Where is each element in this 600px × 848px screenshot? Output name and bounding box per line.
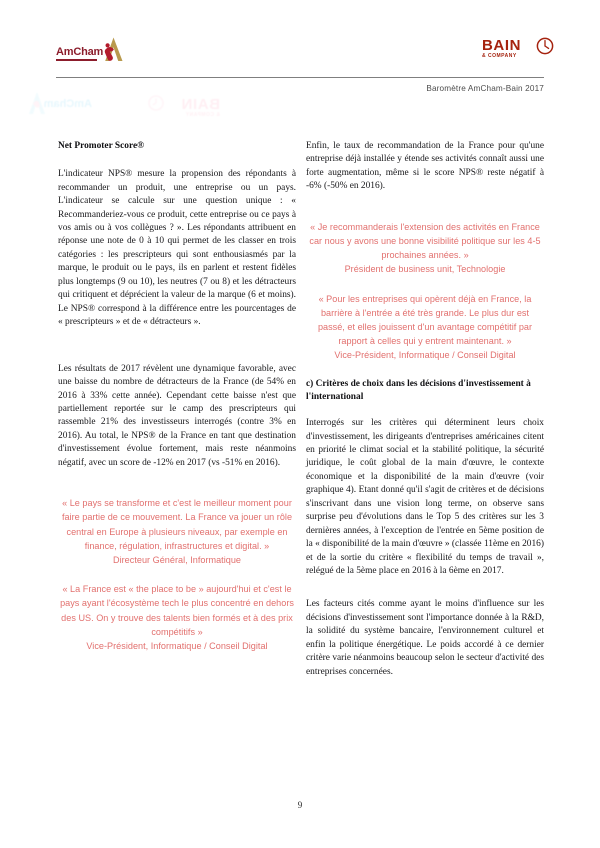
pullquote-right-2-text: « Pour les entreprises qui opèrent déjà en France, la barrière à l'entrée a été très grande. Le plus dur est passé, et elles jouissent d'un avantage compétitif par rapport à celles qui y entrent maintenant. » bbox=[317, 293, 533, 347]
quote-spacer bbox=[306, 277, 544, 292]
quote-spacer bbox=[58, 567, 296, 582]
amcham-logo bbox=[56, 36, 142, 68]
section-heading-criteres-de-choix: c) Critères de choix dans les décisions d'investissement à l'international bbox=[306, 378, 531, 402]
running-head: Baromètre AmCham-Bain 2017 bbox=[426, 84, 544, 93]
pullquote-left-1 bbox=[58, 496, 296, 567]
section-spacer bbox=[306, 363, 544, 378]
amcham-logo-underline bbox=[56, 59, 97, 61]
ghost-amcham-mark-icon bbox=[24, 90, 50, 116]
page-number: 9 bbox=[297, 800, 303, 810]
header-divider bbox=[56, 77, 544, 78]
pullquote-right-1 bbox=[306, 220, 544, 277]
ghost-bain-mark-icon bbox=[148, 95, 164, 111]
paragraph-nps-results-2017: Les résultats de 2017 révèlent une dynamique favorable, avec une baisse du nombre de détracteurs de la France (de 54% en 2016 à 33% cette année). Cependant cette baisse n'est que partiellement reportée sur le camp des prescripteurs qui rassemble 21% des investisseurs interrogés (contre 3% en 2016). Au total, le NPS® de la France en tant que destination d'investissement évolue fortement, mais reste néanmoins négatif, avec un score de -12% en 2017 (vs -51% en 2016). bbox=[58, 363, 296, 468]
pullquote-right-1-attribution: Président de business unit, Technologie bbox=[344, 264, 506, 275]
paragraph-nps-definition: L'indicateur NPS® mesure la propension des répondants à recommander un produit, une entreprise ou un pays. L'indicateur se calcule sur une question unique : « Recommanderiez-vous ce produit, cette entreprise ou ce pays à vos amis ou à vos collègues ? ». Les répondants attribuent en réponse une note de 0 à 10 qui permet de les classer en trois catégories : les prescripteurs qui sont enthousiasmés par la marque, le produit ou le pays, ils en parlent et restent fidèles plus longtemps (9 ou 10), les neutres (7 ou 8) et les détracteurs qui critiquent et déprécient la valeur de la marque (6 et moins). Le NPS® correspond à la différence entre les pourcentages de « prescripteurs » et de « détracteurs ». bbox=[58, 169, 296, 328]
paragraph-spacer bbox=[58, 341, 296, 363]
paragraph-investment-criteria: Interrogés sur les critères qui déterminent leurs choix d'investissement, les dirigeants d'entreprises américaines citent en priorité le climat social et la stabilité politique, la sécurité juridique, le coût global de la main d'œuvre, le contexte économique et la disponibilité de la main d'œuvre (voir graphique 4). Etant donné qu'il s'agit de critères et de décisions s'inscrivant dans une vision long terme, on observe sans surprise peu d'évolutions dans le Top 5 des critères sur les 3 dernières années, à l'exception de l'entrée en 5ème position de la « disponibilité de la main d'œuvre » (classée 11ème en 2016) et de la sortie du critère « flexibilité du temps de travail », relégué de la 5ème place en 2016 à la 6ème en 2017. bbox=[306, 418, 544, 577]
pullquote-left-2-text: « La France est « the place to be » aujourd'hui et c'est le pays ayant l'écosystème tech le plus concentré en dehors des US. On y trouve des talents bien formés et à des prix compétitifs » bbox=[60, 584, 294, 637]
paragraph-least-influential-factors: Les facteurs cités comme ayant le moins d'influence sur les décisions d'investissement sont l'importance donnée à la R&D, la solidité du système bancaire, l'environnement culturel et enfin la politique énergétique. Le poids accordé à ce dernier critère varie néanmoins beaucoup selon le secteur d'activité des entreprises concernées. bbox=[306, 599, 544, 677]
amcham-logo-text: AmCham bbox=[56, 46, 104, 58]
pullquote-right-1-text: « Je recommanderais l'extension des activités en France car nous y avons une bonne visibilité politique sur les 4-5 prochaines années. » bbox=[309, 221, 541, 261]
pullquote-left-1-text: « Le pays se transforme et c'est le meilleur moment pour faire partie de ce mouvement. La France va jouer un rôle central en Europe à plusieurs niveaux, par exemple en finance, régulation, infrastructures et digital. » bbox=[61, 498, 293, 551]
left-column bbox=[58, 140, 296, 653]
ghost-amcham-logo: AmCham bbox=[12, 90, 92, 126]
paragraph-recommendation-rate: Enfin, le taux de recommandation de la France pour qu'une entreprise déjà installée y étende ses activités connaît aussi une forte augmentation, même si le score NPS® reste négatif à -6% (-50% en 2016). bbox=[306, 141, 544, 192]
bain-logo-text: BAIN bbox=[482, 37, 522, 54]
subheading-net-promoter-score: Net Promoter Score® bbox=[58, 141, 145, 151]
paragraph-spacer bbox=[306, 589, 544, 598]
quote-spacer bbox=[58, 481, 296, 496]
bain-logo-subtext: & COMPANY bbox=[482, 53, 517, 59]
ghost-bain-logo: BAIN & COMPANY bbox=[130, 88, 220, 122]
pullquote-right-2-attribution: Vice-Président, Informatique / Conseil Digital bbox=[334, 350, 516, 361]
bain-company-logo bbox=[482, 38, 564, 64]
pullquote-left-2 bbox=[58, 582, 296, 653]
pullquote-left-2-attribution: Vice-Président, Informatique / Conseil Digital bbox=[86, 641, 268, 652]
bain-clock-circle-icon bbox=[536, 37, 554, 55]
pullquote-right-2 bbox=[306, 292, 544, 363]
pullquote-left-1-attribution: Directeur Général, Informatique bbox=[113, 555, 241, 566]
amcham-a-runner-icon bbox=[98, 36, 128, 66]
quote-spacer bbox=[306, 205, 544, 220]
right-column bbox=[306, 140, 544, 679]
